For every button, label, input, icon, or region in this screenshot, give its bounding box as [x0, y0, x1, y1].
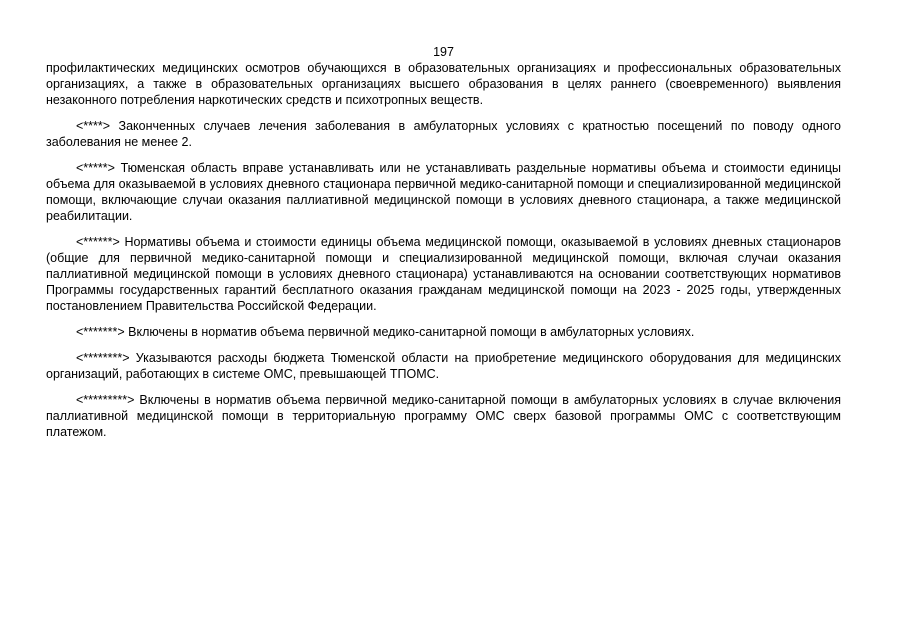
- page-number: 197: [433, 45, 454, 59]
- footnote-6-stars: <******> Нормативы объема и стоимости единицы объема медицинской помощи, оказываемой в условиях дневных стационаров (общие для первичной медико-санитарной помощи и специализированной медицинской помощи, включая случаи оказания паллиативной медицинской помощи в условиях дневного стационара) устанавливаются на основании соответствующих нормативов Программы государственных гарантий бесплатного оказания гражданам медицинской помощи на 2023 - 2025 годы, утвержденных постановлением Правительства Российской Федерации.: [46, 235, 841, 313]
- paragraph-continuation: профилактических медицинских осмотров обучающихся в образовательных организациях и профессиональных образовательных организациях, а также в образовательных организациях высшего образования в целях раннего (своевременного) выявления незаконного потребления наркотических средств и психотропных веществ.: [46, 61, 841, 107]
- footnote-5-stars: <*****> Тюменская область вправе устанавливать или не устанавливать раздельные нормативы объема и стоимости единицы объема для оказываемой в условиях дневного стационара первичной медико-санитарной помощи и специализированной медицинской помощи, включающие случаи оказания паллиативной медицинской помощи в условиях дневного стационара, а также медицинской реабилитации.: [46, 161, 841, 223]
- footnote-9-stars: <*********> Включены в норматив объема первичной медико-санитарной помощи в амбулаторных условиях в случае включения паллиативной медицинской помощи в территориальную программу ОМС сверх базовой программы ОМС с соответствующим платежом.: [46, 393, 841, 439]
- footnote-4-stars: <****> Законченных случаев лечения заболевания в амбулаторных условиях с кратностью посещений по поводу одного заболевания не менее 2.: [46, 119, 841, 149]
- document-page: [46, 44, 841, 450]
- footnote-8-stars: <********> Указываются расходы бюджета Тюменской области на приобретение медицинского оборудования для медицинских организаций, работающих в системе ОМС, превышающей ТПОМС.: [46, 351, 841, 381]
- footnote-7-stars: <*******> Включены в норматив объема первичной медико-санитарной помощи в амбулаторных условиях.: [76, 325, 695, 339]
